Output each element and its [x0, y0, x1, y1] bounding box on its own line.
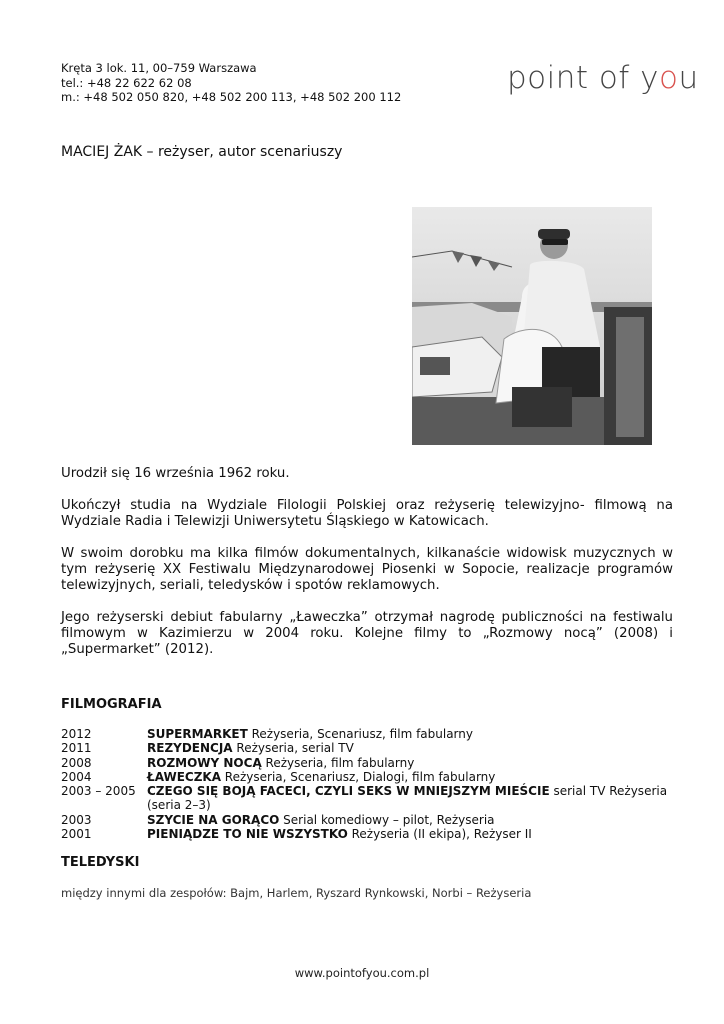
film-credits: Reżyseria, serial TV — [232, 741, 354, 756]
bio-paragraph: Jego reżyserski debiut fabularny „Ławeczka” otrzymał nagrodę publiczności na festiwalu filmowym w Kazimierzu w 2004 roku. Kolejne filmy to „Rozmowy nocą” (2008) i „Supermarket” (2012). — [61, 610, 673, 657]
film-year: 2008 — [61, 755, 92, 770]
film-entry — [147, 756, 681, 770]
film-title: ROZMOWY NOCĄ — [147, 755, 262, 770]
portrait-photo-art — [412, 207, 652, 445]
filmography-list — [61, 727, 681, 841]
film-year: 2001 — [61, 827, 92, 842]
filmography-heading: FILMOGRAFIA — [61, 697, 162, 712]
filmography-row — [61, 727, 681, 741]
film-credits: Reżyseria (II ekipa), Reżyser II — [347, 827, 532, 842]
film-credits: serial TV Reżyseria (seria 2–3) — [147, 784, 668, 813]
bio-paragraph: Urodził się 16 września 1962 roku. — [61, 466, 290, 481]
film-year: 2003 – 2005 — [61, 784, 136, 799]
film-credits: Reżyseria, Scenariusz, film fabularny — [247, 727, 473, 741]
film-entry — [147, 770, 681, 784]
contact-block — [61, 61, 401, 105]
mobile-numbers: m.: +48 502 050 820, +48 502 200 113, +48 502 200 112 — [61, 90, 402, 104]
film-title: PIENIĄDZE TO NIE WSZYSTKO — [147, 827, 348, 842]
film-title: SUPERMARKET — [147, 727, 248, 741]
brand-logo — [507, 60, 699, 96]
film-title: ŁAWECZKA — [147, 769, 221, 784]
bio-paragraph: W swoim dorobku ma kilka filmów dokumentalnych, kilkanaście widowisk muzycznych w tym reżyserię XX Festiwalu Międzynarodowej Piosenki w Sopocie, realizacje programów telewizyjnych, seriali, teledysków i spotów reklamowych. — [61, 546, 673, 593]
filmography-row — [61, 827, 681, 841]
music-videos-text: między innymi dla zespołów: Bajm, Harlem, Ryszard Rynkowski, Norbi – Reżyseria — [61, 886, 532, 900]
film-credits: Reżyseria, film fabularny — [261, 755, 415, 770]
address: Kręta 3 lok. 11, 00–759 Warszawa — [61, 61, 257, 75]
footer-website: www.pointofyou.com.pl — [294, 966, 430, 980]
film-year: 2003 — [61, 812, 92, 827]
film-entry — [147, 784, 681, 813]
film-title: REZYDENCJA — [147, 741, 233, 756]
bio-birth — [61, 466, 673, 482]
portrait-photo — [412, 207, 652, 445]
film-entry — [147, 727, 681, 741]
logo-text-end: u — [678, 60, 699, 96]
logo-text-main: point of y — [507, 60, 659, 96]
filmography-row — [61, 741, 681, 755]
film-title: CZEGO SIĘ BOJĄ FACECI, CZYLI SEKS W MNIEJSZYM MIEŚCIE — [147, 784, 550, 799]
film-entry — [147, 741, 681, 755]
filmography-row — [61, 770, 681, 784]
page-title: MACIEJ ŻAK – reżyser, autor scenariuszy — [61, 144, 343, 160]
film-credits: Serial komediowy – pilot, Reżyseria — [279, 812, 495, 827]
film-entry — [147, 827, 681, 841]
film-title: SZYCIE NA GORĄCO — [147, 812, 280, 827]
bio-debut — [61, 610, 673, 658]
filmography-row — [61, 756, 681, 770]
film-entry — [147, 813, 681, 827]
film-credits: Reżyseria, Scenariusz, Dialogi, film fabularny — [220, 769, 496, 784]
music-videos-heading: TELEDYSKI — [61, 855, 140, 870]
film-year: 2012 — [61, 727, 92, 741]
film-year: 2011 — [61, 741, 92, 756]
bio-paragraph: Ukończył studia na Wydziale Filologii Polskiej oraz reżyserię telewizyjno- filmową na Wydziale Radia i Telewizji Uniwersytetu Śląskiego w Katowicach. — [61, 498, 673, 529]
filmography-row — [61, 784, 681, 813]
bio-education — [61, 498, 673, 530]
bio-career — [61, 546, 673, 594]
film-year: 2004 — [61, 769, 92, 784]
filmography-row — [61, 813, 681, 827]
phone: tel.: +48 22 622 62 08 — [61, 75, 192, 90]
logo-text-accent: o — [659, 60, 679, 96]
